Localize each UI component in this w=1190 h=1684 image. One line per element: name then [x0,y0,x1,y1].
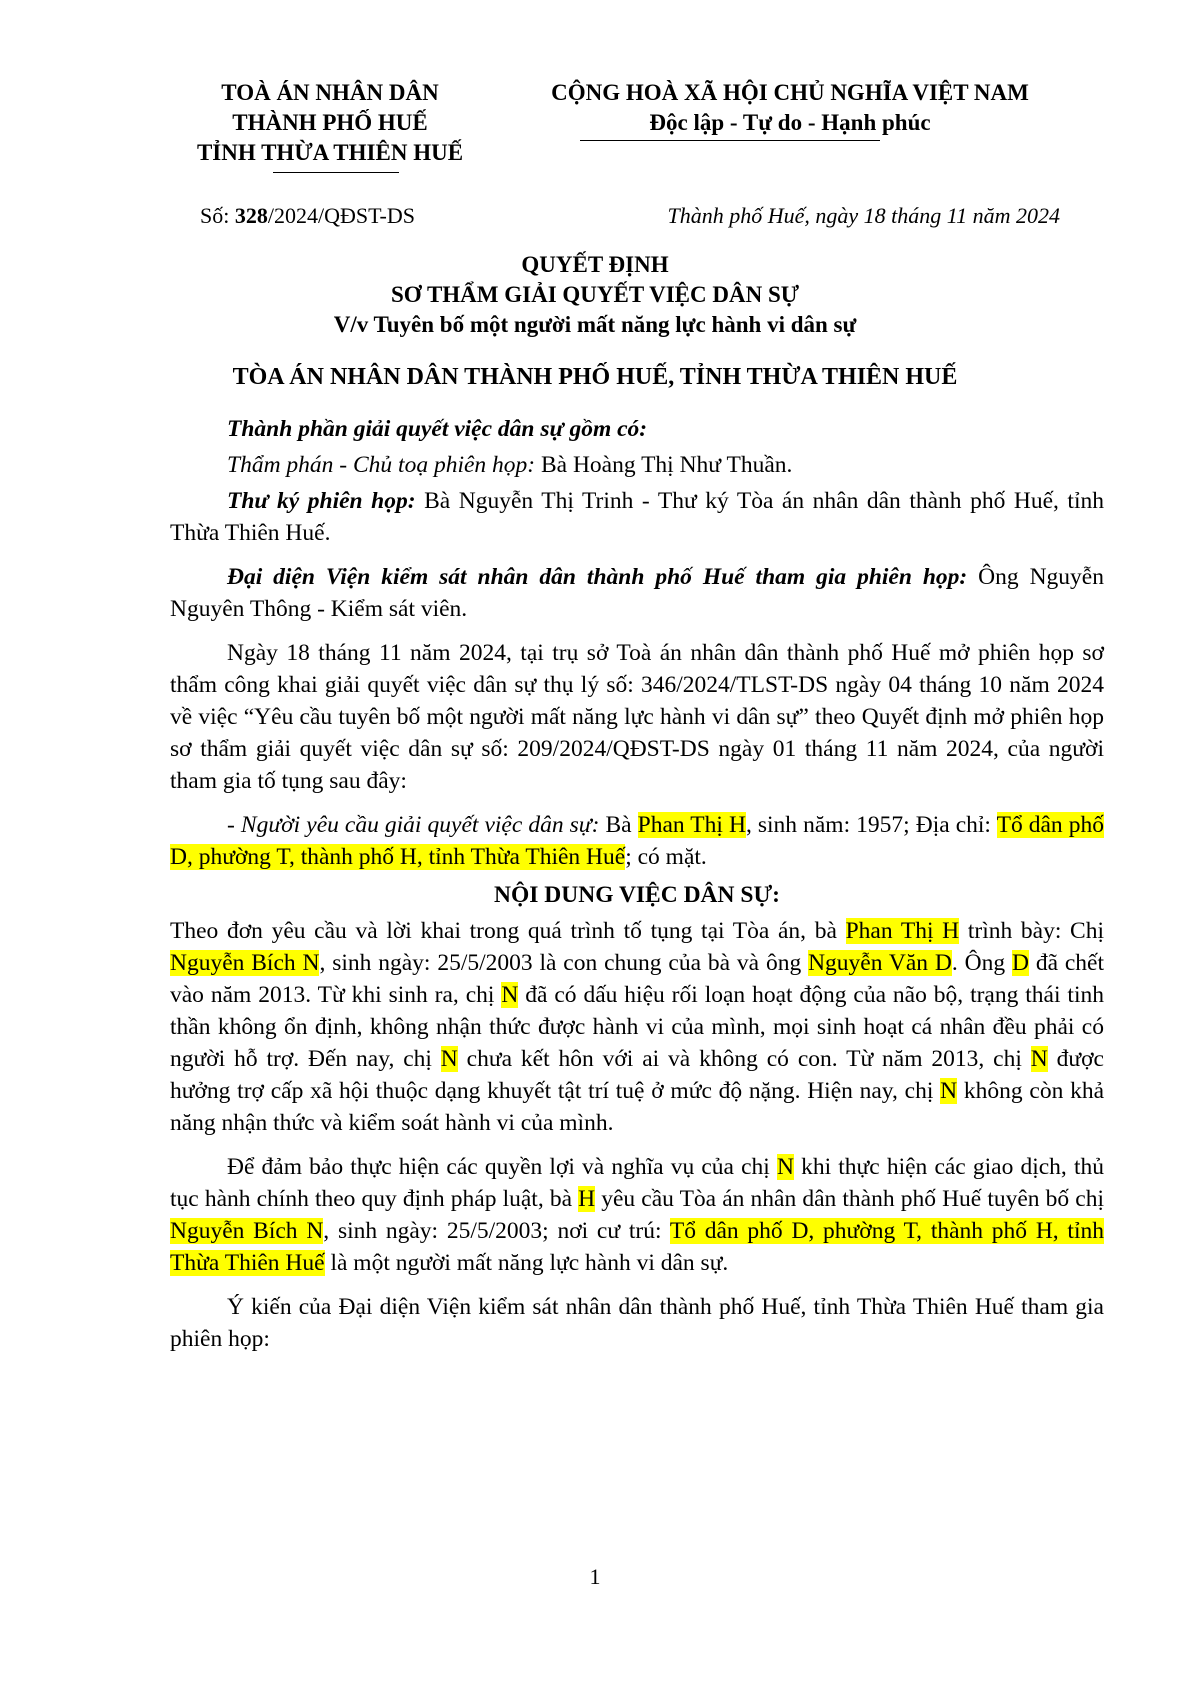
requester-paragraph: - Người yêu cầu giải quyết việc dân sự: Bà Phan Thị H, sinh năm: 1957; Địa chỉ: Tổ dân phố D, phường T, thành phố H, tỉnh Thừa Thiên Huế; có mặt. [170,812,1104,870]
national-header [525,78,1055,138]
motto-underline [580,140,880,141]
decision-subject: V/v Tuyên bố một người mất năng lực hành vi dân sự [333,312,857,337]
judge-line: Thẩm phán - Chủ toạ phiên họp: Bà Hoàng Thị Như Thuần. [227,452,793,478]
decision-subtitle: SƠ THẨM GIẢI QUYẾT VIỆC DÂN SỰ [390,282,800,307]
court-header-underline [273,172,399,173]
court-name: TOÀ ÁN NHÂN DÂN [221,80,439,105]
court-full-name: TÒA ÁN NHÂN DÂN THÀNH PHỐ HUẾ, TỈNH THỪA THIÊN HUẾ [232,364,958,390]
composition-heading: Thành phần giải quyết việc dân sự gồm có: [227,416,648,442]
content-paragraph-2: Để đảm bảo thực hiện các quyền lợi và nghĩa vụ của chị N khi thực hiện các giao dịch, thủ tục hành chính theo quy định pháp luật, bà H yêu cầu Tòa án nhân dân thành phố Huế tuyên bố chị Nguyễn Bích N, sinh ngày: 25/5/2003; nơi cư trú: Tổ dân phố D, phường T, thành phố H, tỉnh Thừa Thiên Huế là một người mất năng lực hành vi dân sự. [170,1154,1104,1276]
clerk-line: Thư ký phiên họp: Bà Nguyễn Thị Trinh - Thư ký Tòa án nhân dân thành phố Huế, tỉnh Thừa Thiên Huế. [170,488,1104,546]
court-header [150,78,510,168]
hearing-paragraph: Ngày 18 tháng 11 năm 2024, tại trụ sở Toà án nhân dân thành phố Huế mở phiên họp sơ thẩm công khai giải quyết việc dân sự thụ lý số: 346/2024/TLST-DS ngày 04 tháng 10 năm 2024 về việc “Yêu cầu tuyên bố một người mất năng lực hành vi dân sự” theo Quyết định mở phiên họp sơ thẩm giải quyết việc dân sự số: 209/2024/QĐST-DS ngày 01 tháng 11 năm 2024, của người tham gia tố tụng sau đây: [170,640,1104,794]
court-city: THÀNH PHỐ HUẾ [232,110,428,135]
content-heading: NỘI DUNG VIỆC DÂN SỰ: [494,882,780,908]
prosecutor-line: Đại diện Viện kiểm sát nhân dân thành phố Huế tham gia phiên họp: Ông Nguyễn Nguyên Thông - Kiểm sát viên. [170,564,1104,622]
page-number: 1 [589,1564,601,1589]
document-date: Thành phố Huế, ngày 18 tháng 11 năm 2024 [667,203,1060,228]
decision-title: QUYẾT ĐỊNH [521,252,669,277]
court-province: TỈNH THỪA THIÊN HUẾ [196,140,464,165]
document-number-value: 328 [234,203,268,228]
document-number: Số: 328/2024/QĐST-DS [200,203,415,228]
requester-name: Phan Thị H [637,812,746,838]
national-motto: Độc lập - Tự do - Hạnh phúc [649,110,931,135]
content-paragraph-1: Theo đơn yêu cầu và lời khai trong quá trình tố tụng tại Tòa án, bà Phan Thị H trình bày: Chị Nguyễn Bích N, sinh ngày: 25/5/2003 là con chung của bà và ông Nguyễn Văn D. Ông D đã chết vào năm 2013. Từ khi sinh ra, chị N đã có dấu hiệu rối loạn hoạt động của não bộ, trạng thái tinh thần không ổn định, không nhận thức được hành vi của mình, mọi sinh hoạt cá nhân đều phải có người hỗ trợ. Đến nay, chị N chưa kết hôn với ai và không có con. Từ năm 2013, chị N được hưởng trợ cấp xã hội thuộc dạng khuyết tật trí tuệ ở mức độ nặng. Hiện nay, chị N không còn khả năng nhận thức và kiểm soát hành vi của mình. [170,918,1104,1136]
content-paragraph-3: Ý kiến của Đại diện Viện kiểm sát nhân dân thành phố Huế, tỉnh Thừa Thiên Huế tham gia phiên họp: [170,1294,1104,1352]
country-name: CỘNG HOÀ XÃ HỘI CHỦ NGHĨA VIỆT NAM [551,80,1029,105]
document-body [170,413,1104,1367]
requester-address: Tổ dân phố D, phường T, thành phố H, tỉnh Thừa Thiên Huế [170,812,1104,870]
